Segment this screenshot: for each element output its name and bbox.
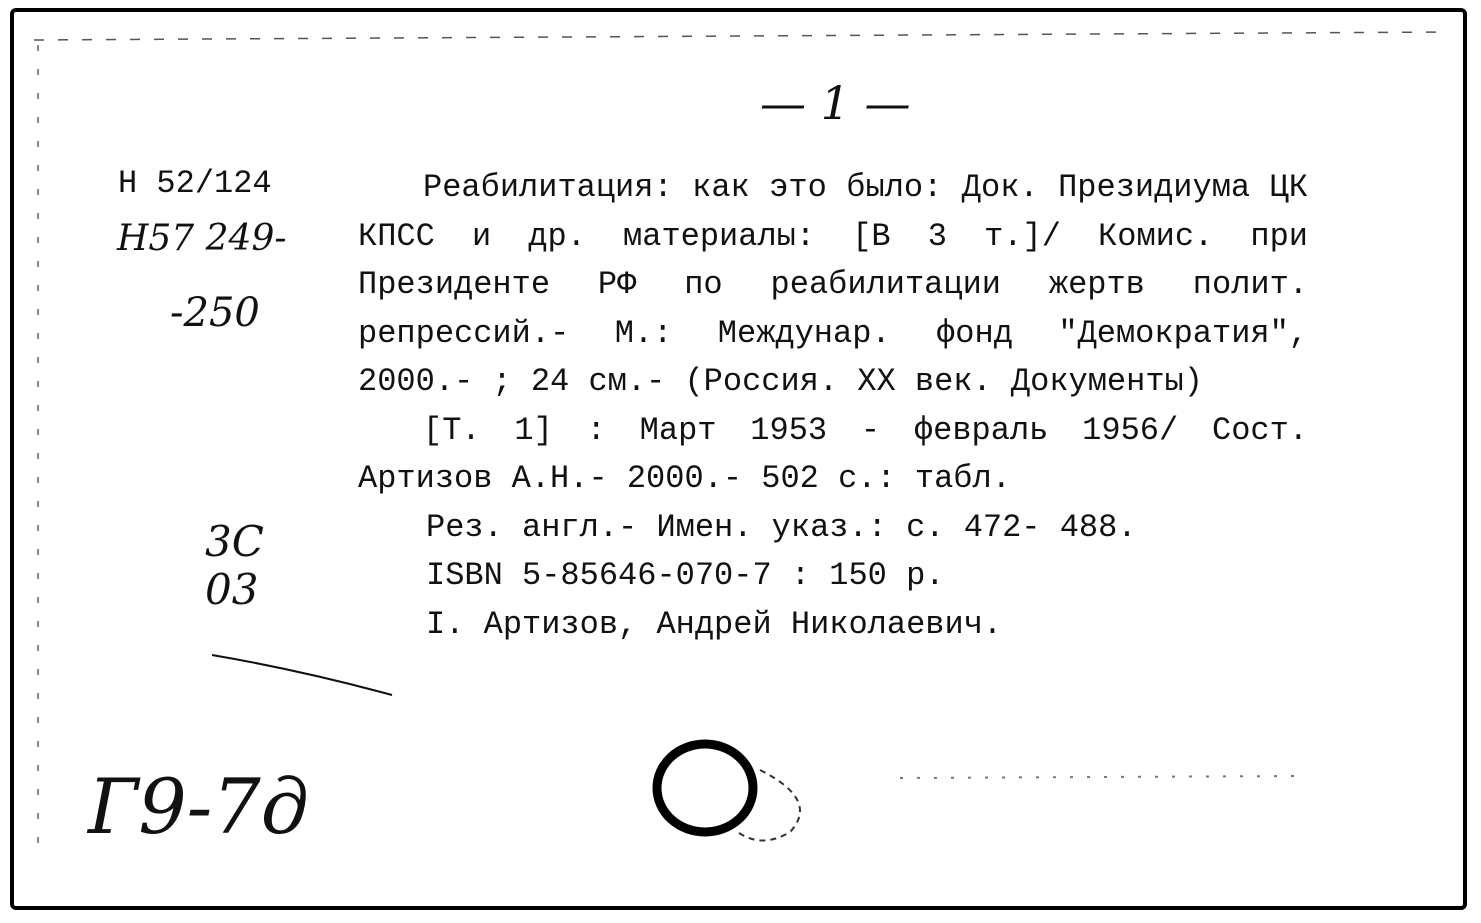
shelf-mark-handwritten: Н57 249- xyxy=(117,218,287,259)
punch-hole xyxy=(657,744,753,832)
call-number: Н 52/124 xyxy=(118,165,272,202)
faint-dots xyxy=(900,776,1300,778)
bibliographic-entry xyxy=(358,164,1308,649)
volume-description: [Т. 1] : Март 1953 - февраль 1956/ Сост. Артизов А.Н.- 2000.- 502 с.: табл. xyxy=(358,411,1308,497)
author-entry-line: I. Артизов, Андрей Николаевич. xyxy=(426,605,1003,643)
shelf-mark-range-handwritten: -250 xyxy=(170,290,260,336)
bottom-code-handwritten: Г9-7д xyxy=(88,762,309,851)
hand-stroke xyxy=(212,655,392,695)
isbn-line: ISBN 5-85646-070-7 : 150 р. xyxy=(426,557,945,594)
page-number: — 1 — xyxy=(760,76,911,130)
code-handwritten: 3С 03 xyxy=(205,517,264,614)
notes-line: Рез. англ.- Имен. указ.: с. 472- 488. xyxy=(426,508,1137,546)
top-dashed-rule xyxy=(34,32,1450,40)
main-description: Реабилитация: как это было: Док. Президиума ЦК КПСС и др. материалы: [В 3 т.]/ Комис. при Президенте РФ по реабилитации жертв полит. репрессий.- М.: Междунар. фонд "Демократия", 2000.- ; 24 см.- (Россия. XX век. Документы) xyxy=(358,169,1308,400)
